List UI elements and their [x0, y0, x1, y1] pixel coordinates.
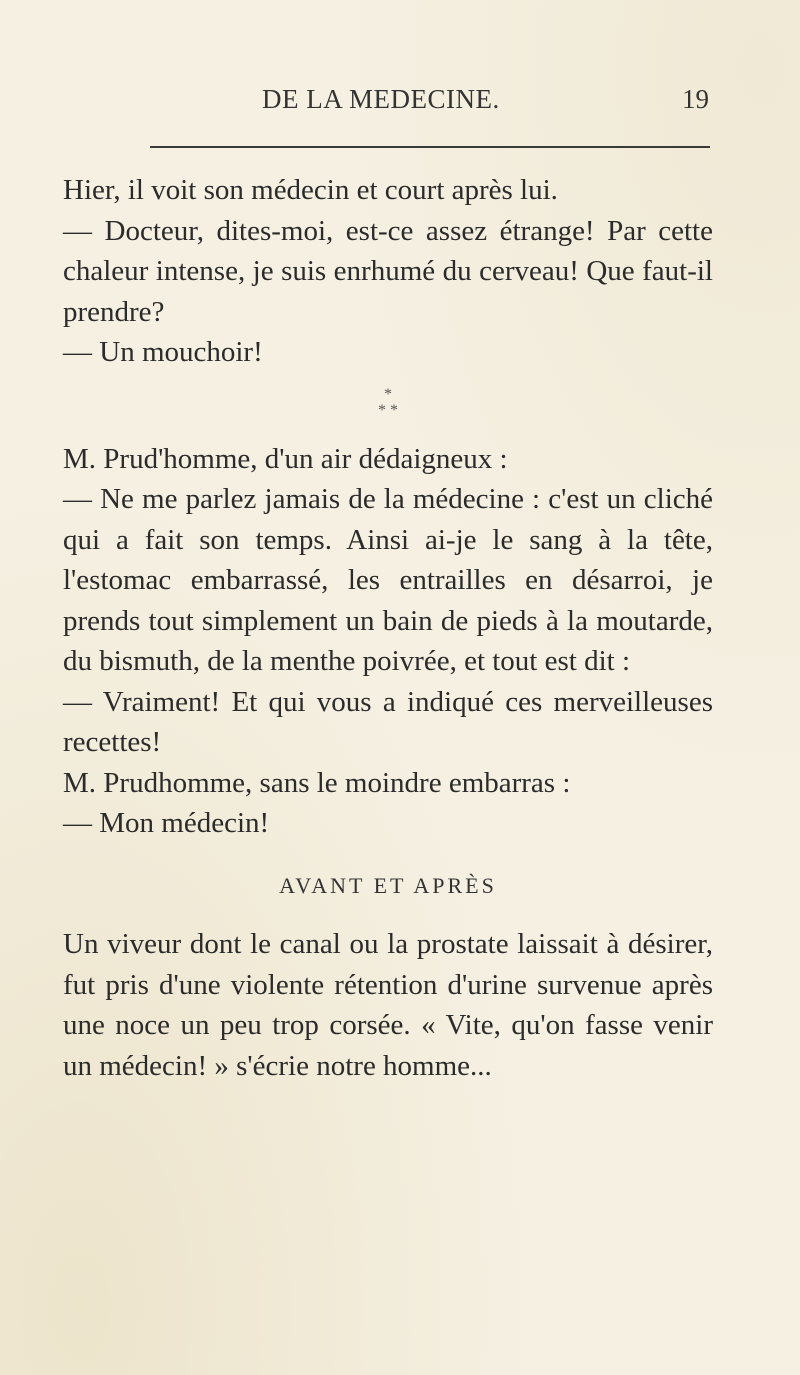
asterism-bottom: * * [378, 401, 398, 419]
paragraph: Un viveur dont le canal ou la prostate laissait à désirer, fut pris d'une violente rétention d'urine survenue après une noce un peu trop corsée. « Vite, qu'on fasse venir un médecin! » s'écrie notre homme... [63, 928, 713, 1082]
section-title: AVANT ET APRÈS [279, 872, 497, 898]
paragraph: — Vraiment! Et qui vous a indiqué ces merveilleuses recettes! [63, 685, 713, 758]
paragraph: — Docteur, dites-moi, est-ce assez étrange! Par cette chaleur intense, je suis enrhumé du cerveau! Que faut-il prendre? [63, 214, 713, 328]
asterism-top: * [384, 385, 392, 403]
paragraph: M. Prud'homme, d'un air dédaigneux : [63, 442, 508, 475]
running-head [0, 84, 800, 124]
paragraph: — Un mouchoir! [63, 336, 263, 368]
paragraph: — Mon médecin! [63, 807, 270, 839]
paragraph: Hier, il voit son médecin et court après lui. [63, 174, 558, 206]
running-title: DE LA MEDECINE. [262, 84, 500, 114]
paragraph: — Ne me parlez jamais de la médecine : c'est un cliché qui a fait son temps. Ainsi ai-je le sang à la tête, l'estomac embarrassé, les entrailles en désarroi, je prends tout simplement un bain de pieds à la moutarde, du bismuth, de la menthe poivrée, et tout est dit : [63, 483, 713, 677]
page-number: 19 [682, 84, 709, 114]
paragraph: M. Prudhomme, sans le moindre embarras : [63, 766, 571, 799]
body-text [63, 170, 713, 1086]
header-rule [150, 146, 710, 148]
asterism-separator [63, 387, 713, 419]
